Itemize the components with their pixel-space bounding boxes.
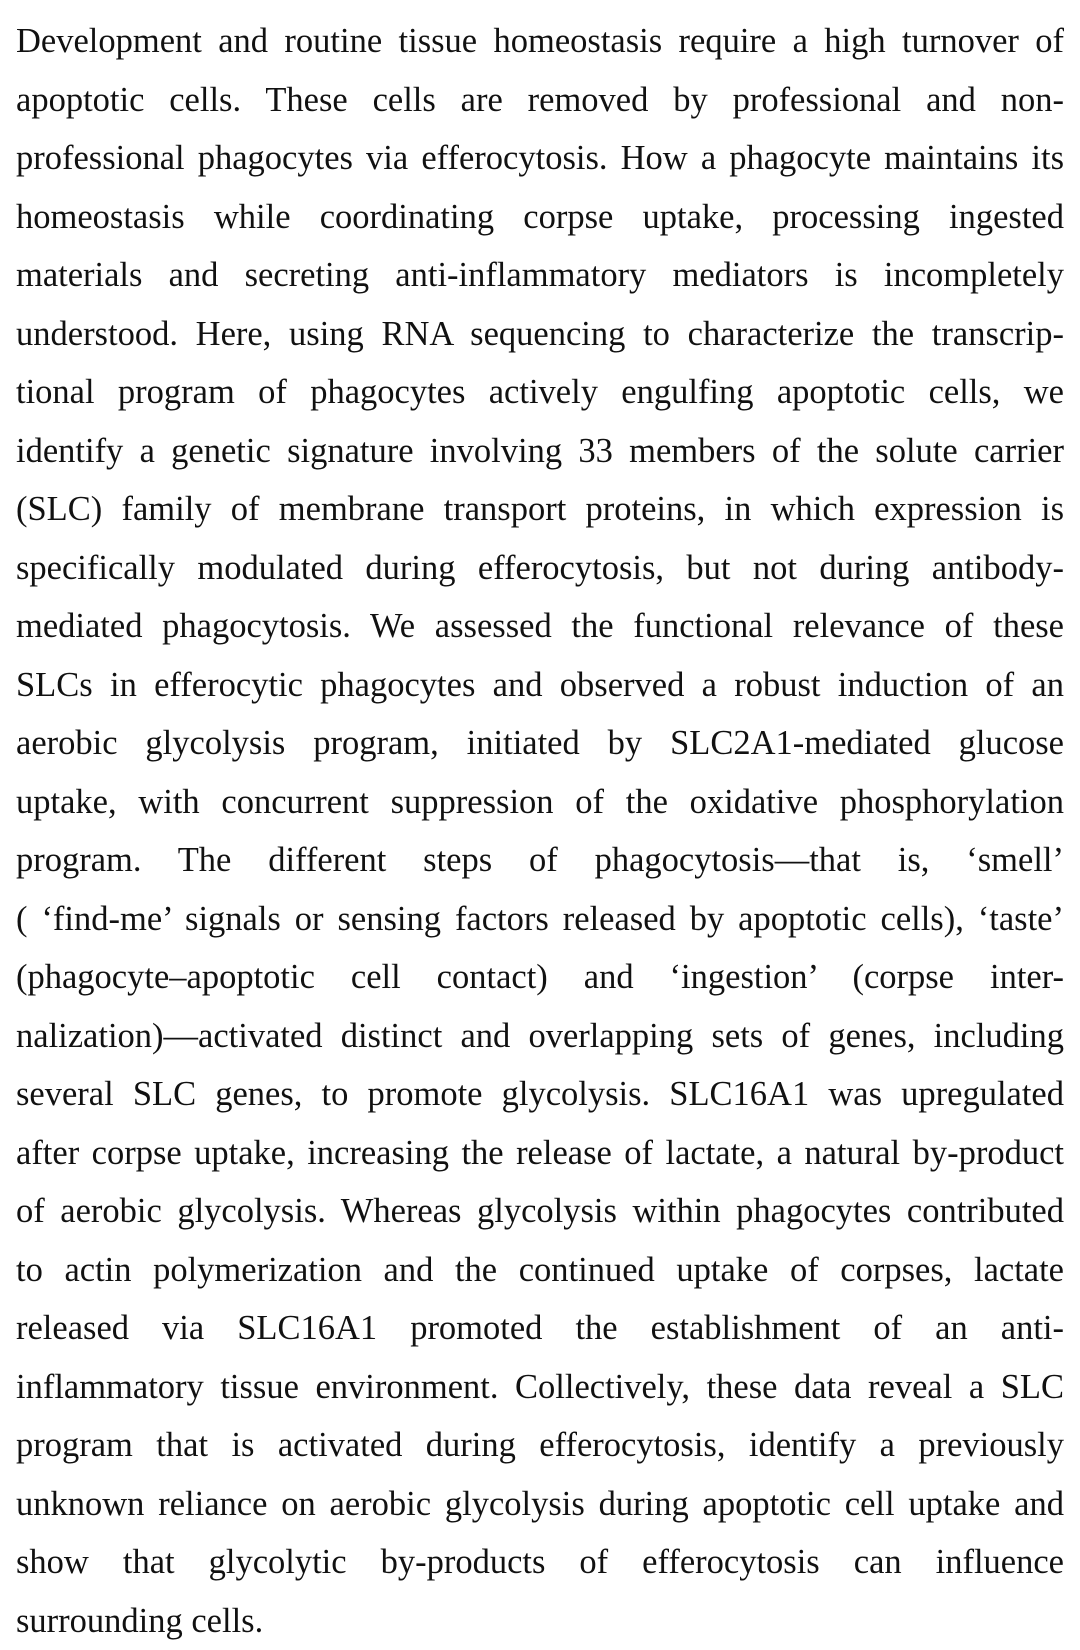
text-line: homeostasis while coordinating corpse uptake, processing ingested [16, 188, 1064, 247]
text-line: to actin polymerization and the continued uptake of corpses, lactate [16, 1241, 1064, 1300]
text-line: several SLC genes, to promote glycolysis. SLC16A1 was upregulated [16, 1065, 1064, 1124]
text-line: show that glycolytic by-products of efferocytosis can influence [16, 1533, 1064, 1592]
text-line: inflammatory tissue environment. Collectively, these data reveal a SLC [16, 1358, 1064, 1417]
text-line: specifically modulated during efferocytosis, but not during antibody- [16, 539, 1064, 598]
text-line: (SLC) family of membrane transport proteins, in which expression is [16, 480, 1064, 539]
text-line: surrounding cells. [16, 1592, 1064, 1650]
text-line: tional program of phagocytes actively engulfing apoptotic cells, we [16, 363, 1064, 422]
text-line: professional phagocytes via efferocytosis. How a phagocyte maintains its [16, 129, 1064, 188]
text-line: Development and routine tissue homeostasis require a high turnover of [16, 12, 1064, 71]
abstract-text [16, 12, 1064, 1650]
text-line: unknown reliance on aerobic glycolysis during apoptotic cell uptake and [16, 1475, 1064, 1534]
text-line: uptake, with concurrent suppression of the oxidative phosphorylation [16, 773, 1064, 832]
text-line: mediated phagocytosis. We assessed the functional relevance of these [16, 597, 1064, 656]
text-line: identify a genetic signature involving 33 members of the solute carrier [16, 422, 1064, 481]
text-line: aerobic glycolysis program, initiated by SLC2A1-mediated glucose [16, 714, 1064, 773]
text-line: (phagocyte–apoptotic cell contact) and ‘ingestion’ (corpse inter- [16, 948, 1064, 1007]
text-line: after corpse uptake, increasing the release of lactate, a natural by-product [16, 1124, 1064, 1183]
text-line: ( ‘find-me’ signals or sensing factors released by apoptotic cells), ‘taste’ [16, 890, 1064, 949]
text-line: released via SLC16A1 promoted the establishment of an anti- [16, 1299, 1064, 1358]
text-line: of aerobic glycolysis. Whereas glycolysis within phagocytes contributed [16, 1182, 1064, 1241]
text-line: materials and secreting anti-inflammatory mediators is incompletely [16, 246, 1064, 305]
text-line: understood. Here, using RNA sequencing to characterize the transcrip- [16, 305, 1064, 364]
text-line: program that is activated during efferocytosis, identify a previously [16, 1416, 1064, 1475]
text-line: nalization)—activated distinct and overlapping sets of genes, including [16, 1007, 1064, 1066]
text-line: apoptotic cells. These cells are removed by professional and non- [16, 71, 1064, 130]
text-line: SLCs in efferocytic phagocytes and observed a robust induction of an [16, 656, 1064, 715]
text-line: program. The different steps of phagocytosis—that is, ‘smell’ [16, 831, 1064, 890]
